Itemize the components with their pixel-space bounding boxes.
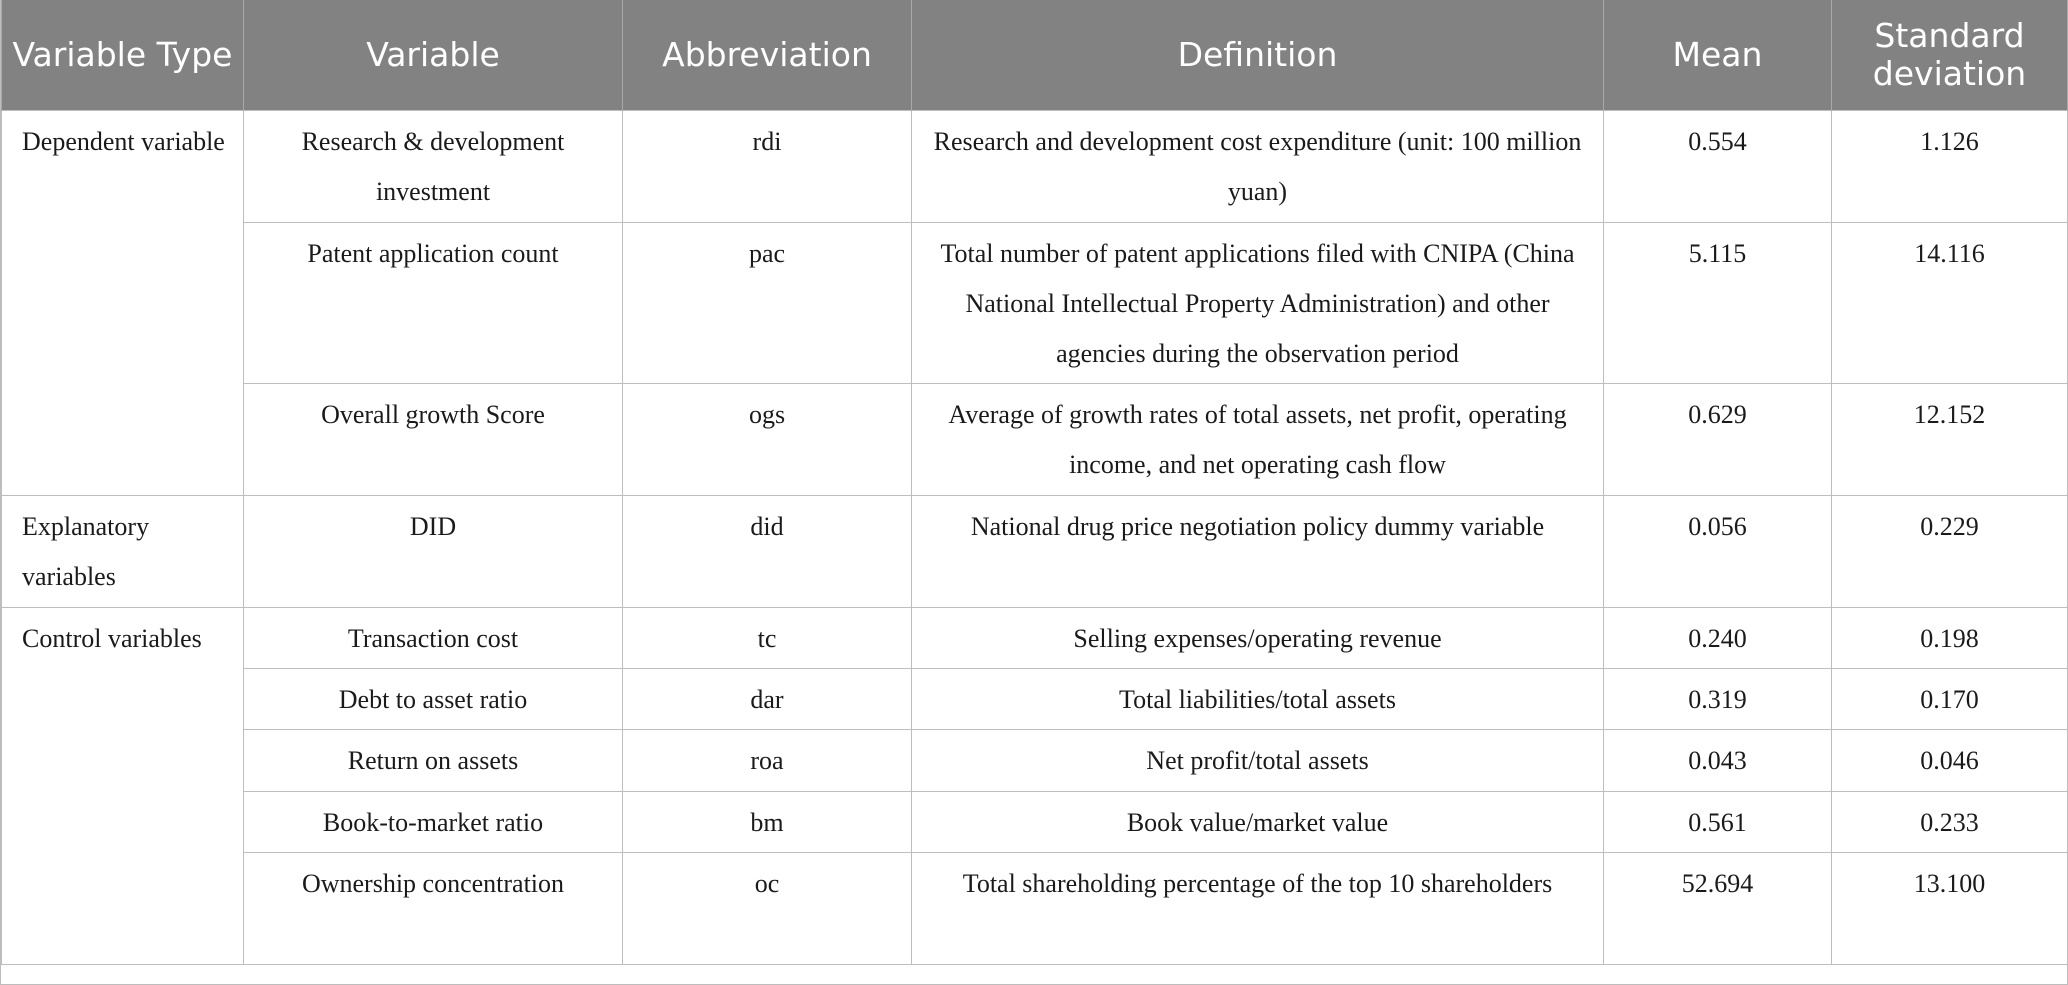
definition-cell: Total liabilities/total assets — [912, 668, 1604, 729]
sd-cell: 0.198 — [1832, 607, 2068, 668]
definition-cell: Book value/market value — [912, 791, 1604, 852]
group-dependent-variable: Dependent variable — [2, 110, 244, 495]
table-row — [2, 110, 2068, 222]
table-row — [2, 729, 2068, 791]
definition-cell: National drug price negotiation policy dummy variable — [912, 495, 1604, 607]
header-definition: Definition — [912, 0, 1604, 110]
group-control-variables: Control variables — [2, 607, 244, 964]
table-row — [2, 222, 2068, 383]
mean-cell: 52.694 — [1604, 852, 1832, 964]
header-row — [2, 0, 2068, 110]
mean-cell: 0.043 — [1604, 729, 1832, 791]
table-row — [2, 495, 2068, 607]
definition-cell: Net profit/total assets — [912, 729, 1604, 791]
sd-cell: 14.116 — [1832, 222, 2068, 383]
group-explanatory-variables: Explanatory variables — [2, 495, 244, 607]
abbreviation-cell: pac — [623, 222, 912, 383]
variable-cell: Return on assets — [244, 729, 623, 791]
variables-table — [1, 0, 2068, 965]
abbreviation-cell: dar — [623, 668, 912, 729]
variable-cell: Overall growth Score — [244, 383, 623, 495]
sd-cell: 1.126 — [1832, 110, 2068, 222]
variable-cell: Patent application count — [244, 222, 623, 383]
sd-cell: 13.100 — [1832, 852, 2068, 964]
definition-cell: Total shareholding percentage of the top 10 shareholders — [912, 852, 1604, 964]
table-row — [2, 383, 2068, 495]
variable-cell: Research & development investment — [244, 110, 623, 222]
header-mean: Mean — [1604, 0, 1832, 110]
definition-cell: Research and development cost expenditure (unit: 100 million yuan) — [912, 110, 1604, 222]
mean-cell: 0.056 — [1604, 495, 1832, 607]
sd-cell: 12.152 — [1832, 383, 2068, 495]
variable-cell: Debt to asset ratio — [244, 668, 623, 729]
sd-cell: 0.229 — [1832, 495, 2068, 607]
variable-cell: DID — [244, 495, 623, 607]
header-standard-deviation: Standard deviation — [1832, 0, 2068, 110]
table-row — [2, 852, 2068, 964]
header-variable-type: Variable Type — [2, 0, 244, 110]
table-row — [2, 668, 2068, 729]
variable-cell: Book-to-market ratio — [244, 791, 623, 852]
mean-cell: 0.554 — [1604, 110, 1832, 222]
header-variable: Variable — [244, 0, 623, 110]
abbreviation-cell: rdi — [623, 110, 912, 222]
abbreviation-cell: did — [623, 495, 912, 607]
variable-cell: Ownership concentration — [244, 852, 623, 964]
mean-cell: 0.561 — [1604, 791, 1832, 852]
variable-cell: Transaction cost — [244, 607, 623, 668]
sd-cell: 0.170 — [1832, 668, 2068, 729]
sd-cell: 0.046 — [1832, 729, 2068, 791]
mean-cell: 0.240 — [1604, 607, 1832, 668]
abbreviation-cell: bm — [623, 791, 912, 852]
sd-cell: 0.233 — [1832, 791, 2068, 852]
abbreviation-cell: ogs — [623, 383, 912, 495]
abbreviation-cell: roa — [623, 729, 912, 791]
abbreviation-cell: tc — [623, 607, 912, 668]
definition-cell: Selling expenses/operating revenue — [912, 607, 1604, 668]
table-row — [2, 607, 2068, 668]
definition-cell: Total number of patent applications filed with CNIPA (China National Intellectual Property Administration) and other agencies during the observation period — [912, 222, 1604, 383]
mean-cell: 0.319 — [1604, 668, 1832, 729]
definition-cell: Average of growth rates of total assets, net profit, operating income, and net operating cash flow — [912, 383, 1604, 495]
header-abbreviation: Abbreviation — [623, 0, 912, 110]
abbreviation-cell: oc — [623, 852, 912, 964]
mean-cell: 0.629 — [1604, 383, 1832, 495]
table-row — [2, 791, 2068, 852]
mean-cell: 5.115 — [1604, 222, 1832, 383]
